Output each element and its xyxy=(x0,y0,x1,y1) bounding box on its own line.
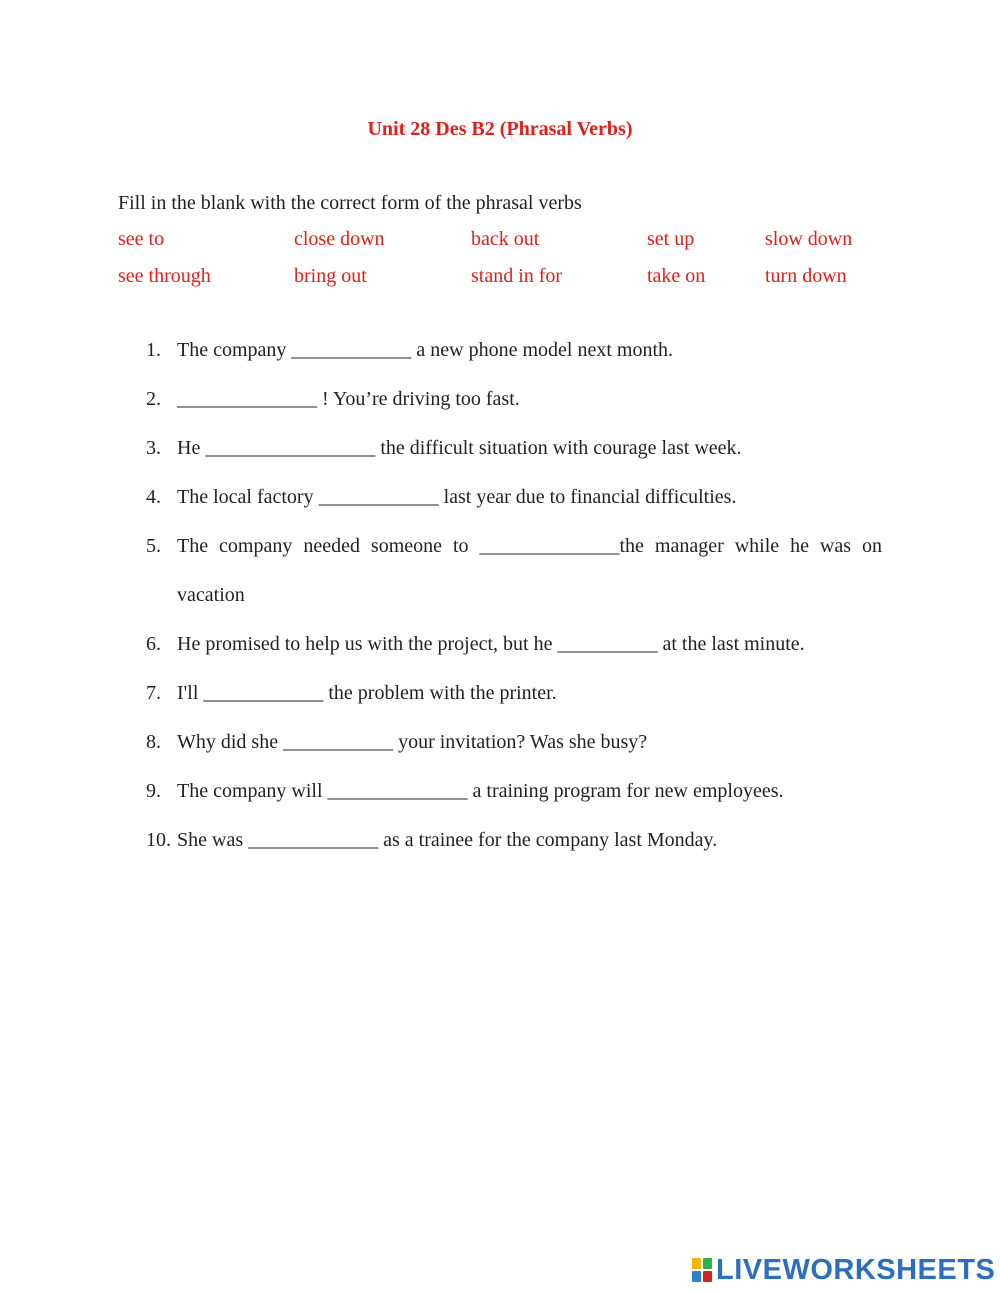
question-item xyxy=(146,436,882,485)
question-number: 3. xyxy=(146,437,161,459)
question-number: 6. xyxy=(146,633,161,655)
question-text[interactable]: Why did she ___________ your invitation? Was she busy? xyxy=(177,731,648,753)
question-text[interactable]: I'll ____________ the problem with the printer. xyxy=(177,682,557,704)
word-bank-item: see through xyxy=(118,265,211,287)
question-number: 7. xyxy=(146,682,161,704)
question-item xyxy=(146,632,882,681)
question-text[interactable]: The local factory ____________ last year due to financial difficulties. xyxy=(177,486,737,508)
word-bank-item: back out xyxy=(471,228,540,250)
question-item xyxy=(146,387,882,436)
question-item xyxy=(146,730,882,779)
liveworksheets-logo[interactable] xyxy=(692,1255,995,1285)
word-bank xyxy=(118,228,898,302)
word-bank-item: turn down xyxy=(765,265,847,287)
question-number: 9. xyxy=(146,780,161,802)
question-number: 2. xyxy=(146,388,161,410)
question-number: 1. xyxy=(146,339,161,361)
question-item xyxy=(146,338,882,387)
instruction-text: Fill in the blank with the correct form of the phrasal verbs xyxy=(118,192,582,214)
word-bank-item: take on xyxy=(647,265,706,287)
logo-text: LIVEWORKSHEETS xyxy=(716,1254,996,1286)
question-item xyxy=(146,534,882,632)
question-number: 5. xyxy=(146,535,161,557)
worksheet-title: Unit 28 Des B2 (Phrasal Verbs) xyxy=(367,118,633,140)
question-number: 10. xyxy=(146,829,171,851)
question-number: 8. xyxy=(146,731,161,753)
question-text[interactable]: ______________ ! You’re driving too fast. xyxy=(177,388,520,410)
liveworksheets-logo-icon xyxy=(692,1258,712,1282)
word-bank-row xyxy=(118,228,898,265)
word-bank-item: set up xyxy=(647,228,695,250)
word-bank-row xyxy=(118,265,898,302)
word-bank-item: slow down xyxy=(765,228,853,250)
question-text[interactable]: The company ____________ a new phone model next month. xyxy=(177,339,674,361)
question-item xyxy=(146,681,882,730)
word-bank-item: close down xyxy=(294,228,385,250)
word-bank-item: stand in for xyxy=(471,265,563,287)
question-list xyxy=(146,338,882,877)
question-number: 4. xyxy=(146,486,161,508)
question-text[interactable]: The company will ______________ a training program for new employees. xyxy=(177,780,784,802)
question-text[interactable]: The company needed someone to ______________the manager while he was on vacation xyxy=(177,535,882,606)
word-bank-item: bring out xyxy=(294,265,367,287)
question-text[interactable]: He _________________ the difficult situation with courage last week. xyxy=(177,437,742,459)
question-text[interactable]: He promised to help us with the project, but he __________ at the last minute. xyxy=(177,633,805,655)
question-item xyxy=(146,828,882,877)
question-text[interactable]: She was _____________ as a trainee for the company last Monday. xyxy=(177,829,718,851)
question-item xyxy=(146,779,882,828)
word-bank-item: see to xyxy=(118,228,165,250)
